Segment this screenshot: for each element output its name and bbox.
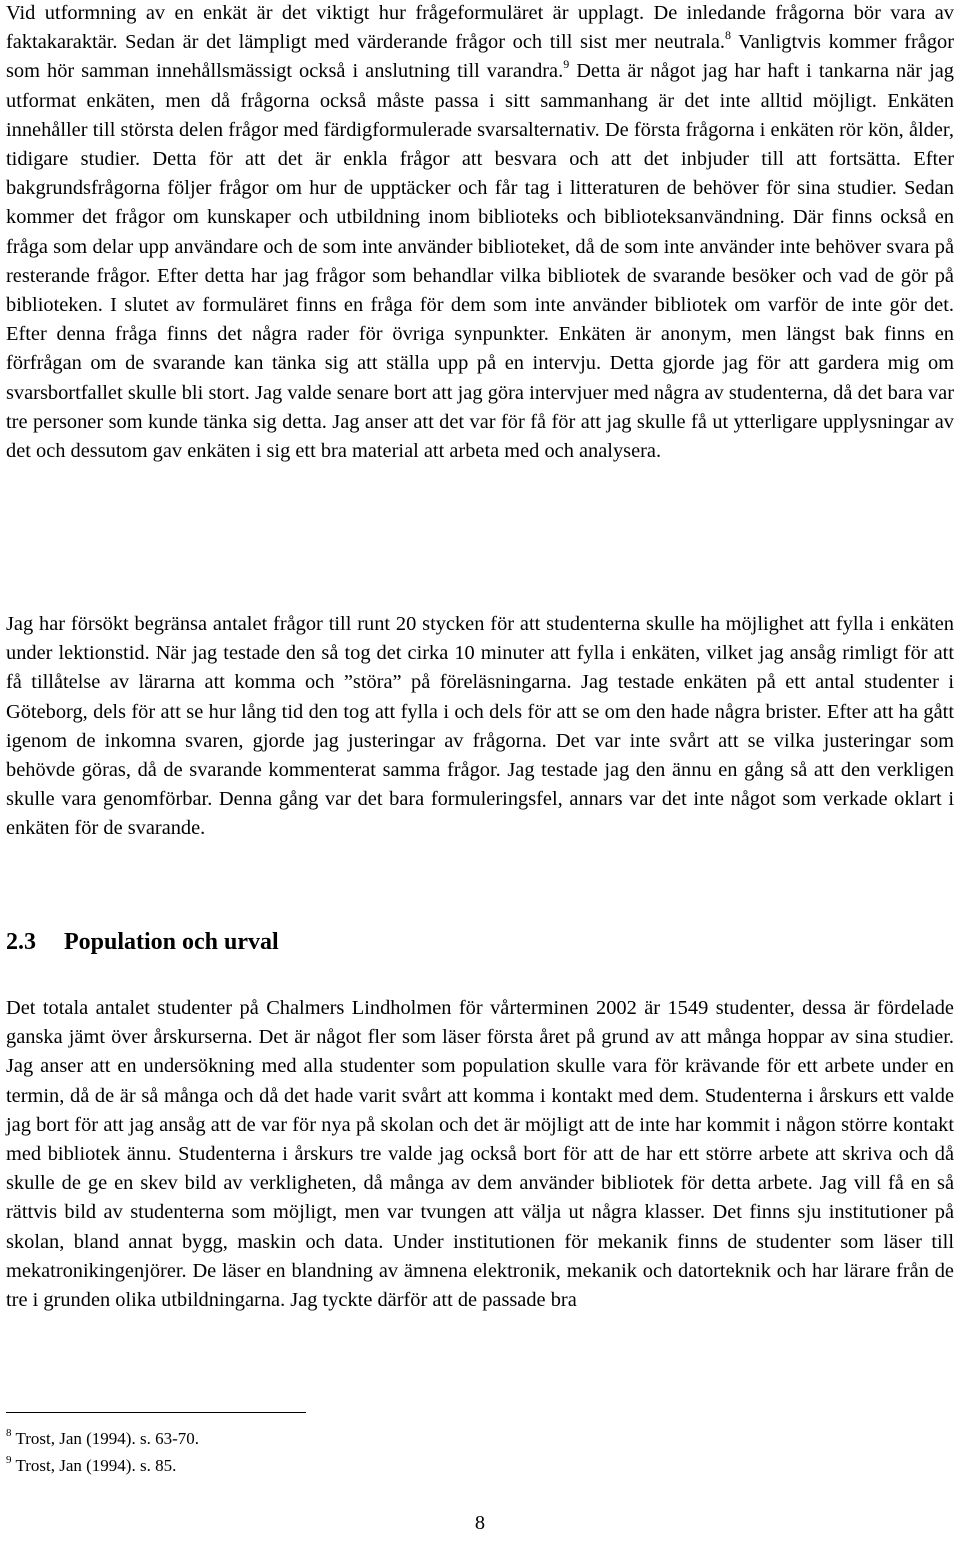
paragraph-text: Vanligtvis kommer frågor som hör samman innehållsmässigt också i anslutning till varandra. [6,31,954,83]
section-title: Population och urval [64,929,279,955]
paragraph-text: Vid utformning av en enkät är det viktigt hur frågeformuläret är upplagt. De inledande frågorna bör vara av faktakaraktär. Sedan är det lämpligt med värderande frågor och till sist mer neutrala. [6,2,954,54]
section-heading [6,924,279,960]
page-number: 8 [474,1512,486,1534]
footnotes [6,1425,199,1479]
footnote [6,1452,199,1479]
footnote-number: 9 [6,1454,12,1466]
body-paragraph [6,0,954,466]
footnote-separator [6,1412,306,1413]
paragraph-text: Detta är något jag har haft i tankarna när jag utformat enkäten, men då frågorna också måste passa i sitt sammanhang är det inte alltid möjligt. Enkäten innehåller till största delen frågor med färdigformulerade svarsalternativ. De första frågorna i enkäten rör kön, ålder, tidigare studier. Detta för att det är enkla frågor att besvara och att det inbjuder till att fortsätta. Efter bakgrundsfrågorna följer frågor om hur de upptäcker och får tag i litteraturen de behöver för sina studier. Sedan kommer det frågor om kunskaper och utbildning inom biblioteks och biblioteksanvändning. Där finns också en fråga som delar upp användare och de som inte använder biblioteket, då de som inte använder inte behöver svara på resterande frågor. Efter detta har jag frågor som behandlar vilka bibliotek de svarande besöker och vad de gör på biblioteken. I slutet av formuläret finns en fråga för dem som inte använder bibliotek om varför de inte gör det. Efter denna fråga finns det några rader för övriga synpunkter. Enkäten är anonym, men längst bak finns en förfrågan om de svarande kan tänka sig att ställa upp på en intervju. Detta gjorde jag för att gardera mig om svarsbortfallet skulle bli stort. Jag valde senare bort att jag göra intervjuer med några av studenterna, då det bara var tre personer som kunde tänka sig detta. Jag anser att det var för få för att jag skulle få ut ytterligare upplysningar av det och dessutom gav enkäten i sig ett bra material att arbeta med och analysera. [6,60,954,463]
body-paragraph: Det totala antalet studenter på Chalmers Lindholmen för vårterminen 2002 är 1549 studenter, dessa är fördelade ganska jämt över årskurserna. Det är något fler som läser första året på grund av att många hoppar av sina studier. Jag anser att en undersökning med alla studenter som population skulle vara för krävande för ett arbete under en termin, då de är så många och då det hade varit svårt att komma i kontakt med dem. Studenterna i årskurs ett valde jag bort för att jag ansåg att de var för nya på skolan och det är möjligt att de inte har kommit i någon större kontakt med bibliotek ännu. Studenterna i årskurs tre valde jag också bort för att de har ett större arbete att skriva och då skulle de ge en skev bild av verkligheten, då många av dem använder bibliotek för detta arbete. Jag vill få en så rättvis bild av studenterna som möjligt, men var tvungen att välja ut några klasser. Det finns sju institutioner på skolan, bland annat bygg, maskin och data. Under institutionen för mekanik finns de studenter som läser till mekatronikingenjörer. De läser en blandning av ämnena elektronik, mekanik och datorteknik och har lärare från de tre i grunden olika utbildningarna. Jag tyckte därför att de passade bra [6,997,954,1312]
footnote-number: 8 [6,1427,12,1439]
footnote-text: Trost, Jan (1994). s. 63-70. [11,1429,199,1448]
footnote-reference: 8 [724,28,731,43]
body-paragraph: Jag har försökt begränsa antalet frågor till runt 20 stycken för att studenterna skulle ha möjlighet att fylla i enkäten under lektionstid. När jag testade den så tog det cirka 10 minuter att fylla i enkäten, vilket jag ansåg rimligt för att få tillåtelse av lärarna att komma och ”störa” på föreläsningarna. Jag testade enkäten på ett antal studenter i Göteborg, dels för att se hur lång tid den tog att fylla i och dels för att se om den hade några brister. Efter att ha gått igenom de inkomna svaren, gjorde jag justeringar av frågorna. Det var inte svårt att se vilka justeringar som behövde göras, då de svarande kommenterat samma frågor. Jag testade jag den ännu en gång så att den verkligen skulle vara genomförbar. Denna gång var det bara formuleringsfel, annars var det inte något som verkade oklart i enkäten för de svarande. [6,613,954,840]
section-number: 2.3 [6,929,36,955]
footnote-reference: 9 [563,57,570,72]
footnote-text: Trost, Jan (1994). s. 85. [11,1456,177,1475]
footnote [6,1425,199,1452]
